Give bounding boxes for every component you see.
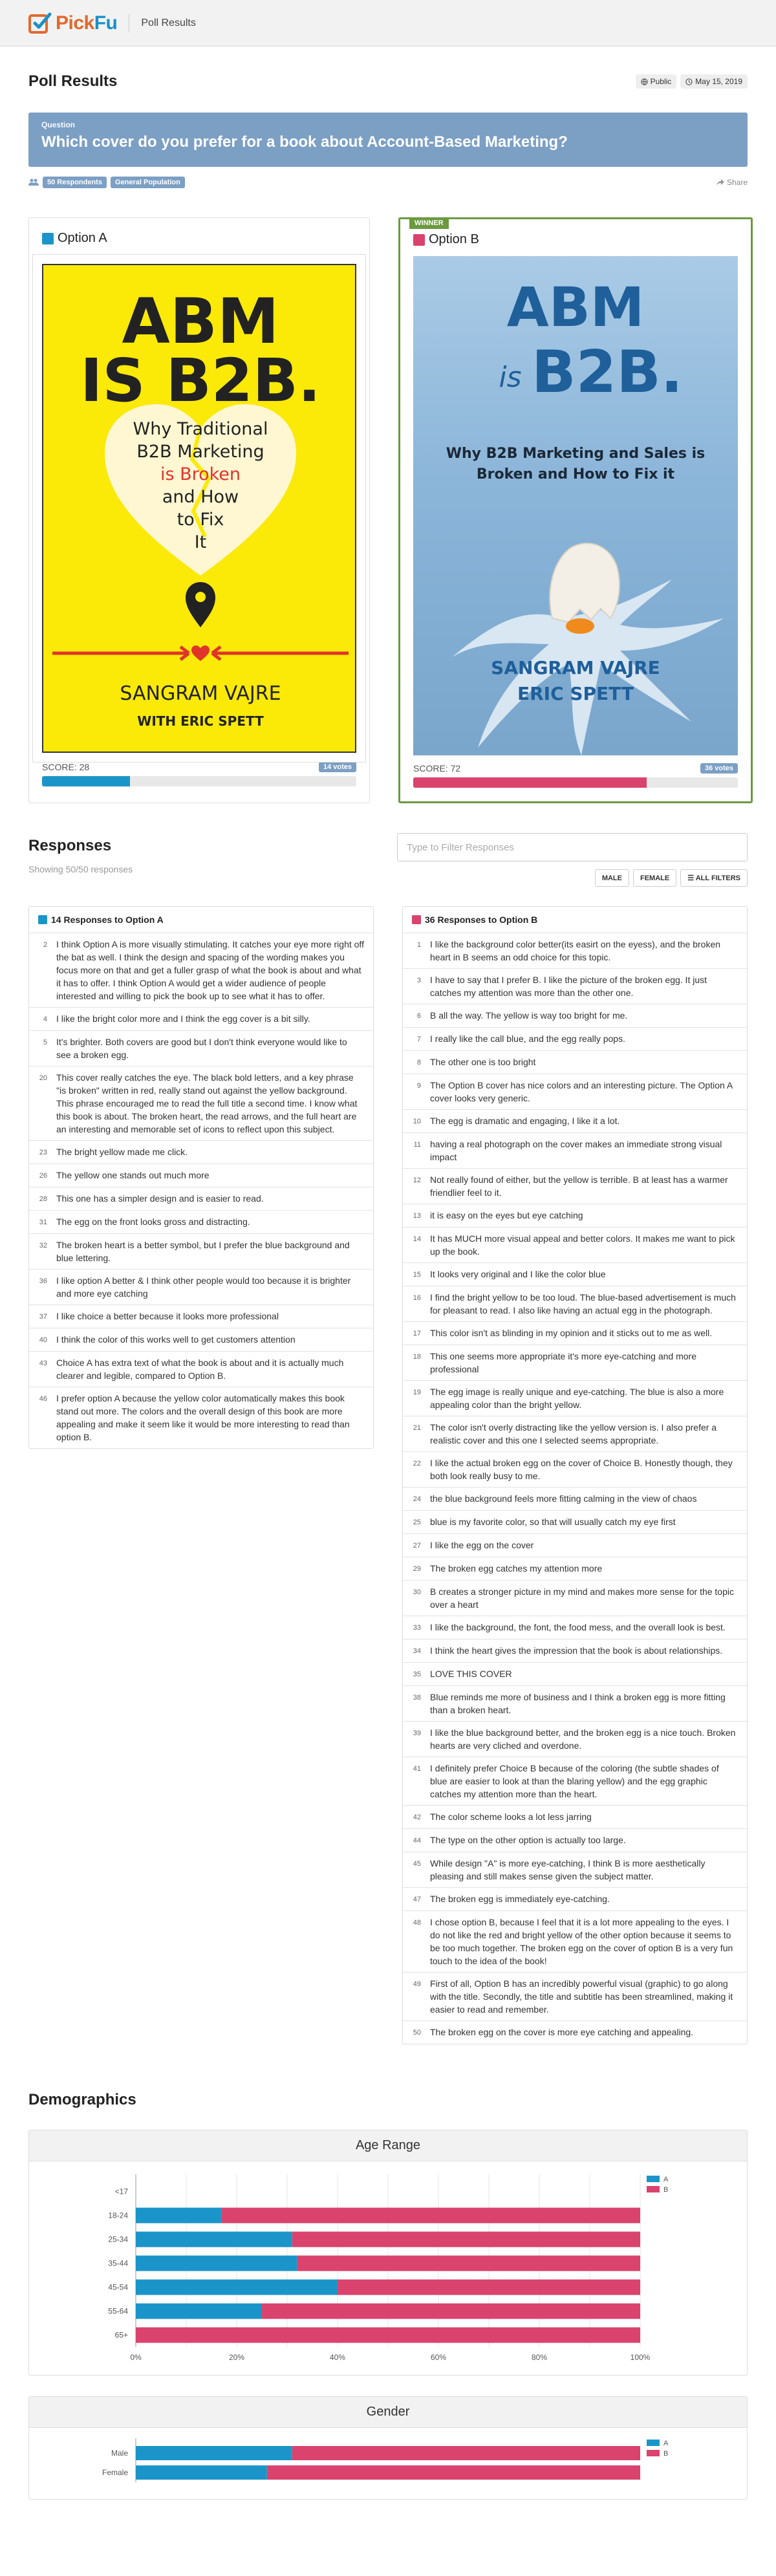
cover-b-title2: B2B. — [531, 338, 684, 406]
question-box — [28, 113, 748, 167]
response-text: B creates a stronger picture in my mind and makes more sense for the topic over a heart — [430, 1586, 734, 1610]
response-number: 16 — [413, 1294, 421, 1302]
response-text: This cover really catches the eye. The black bold letters, and a key phrase "is broken" written in red, really stand out against the yellow background. This phrase encouraged me to read the full title a second time. I know what this book is about. The broken heart, the read arrows, and the full heart are an interesting and memorable set of icons to reflect upon this subject. — [56, 1072, 358, 1134]
response-item — [403, 1662, 747, 1685]
response-text: The yellow one stands out much more — [56, 1170, 210, 1180]
location-pin-icon — [186, 582, 215, 627]
response-item — [403, 1510, 747, 1533]
response-item — [403, 1321, 747, 1345]
x-tick-label: 20% — [228, 2353, 245, 2362]
option-b-card[interactable] — [398, 217, 753, 803]
filter-responses-input[interactable] — [397, 833, 748, 861]
option-a-score-bar — [42, 776, 356, 786]
response-text: I definitely prefer Choice B because of the coloring (the subtle shades of blue are easier to look at than the blaring yellow) and the egg graphic catches my attention more than the heart. — [430, 1763, 719, 1799]
response-item — [403, 1074, 747, 1109]
share-icon — [717, 179, 724, 186]
response-text: The color isn't overly distracting like the yellow version is. I also prefer a realistic cover and this one I selected seems appropriate. — [430, 1422, 717, 1445]
response-text: B all the way. The yellow is way too bright for me. — [430, 1010, 628, 1021]
option-a-cover-wrap — [42, 255, 356, 754]
score-label: SCORE: — [413, 763, 448, 774]
gender-title: Gender — [29, 2397, 747, 2428]
page-title: Poll Results — [28, 72, 118, 90]
response-number: 44 — [413, 1837, 421, 1845]
response-item — [403, 1262, 747, 1286]
responses-a-header — [29, 907, 373, 933]
response-text: LOVE THIS COVER — [430, 1669, 512, 1679]
bar-b — [262, 2304, 640, 2319]
response-number: 32 — [39, 1242, 47, 1250]
cover-a-title1: ABM — [122, 285, 279, 358]
page-content — [0, 66, 776, 2500]
cover-a-sub1: Why Traditional — [133, 419, 268, 439]
response-text: I prefer option A because the yellow color automatically makes this book stand out more. The colors and the overall design of this book are more appealing and make it seem like it would be more interesting to read than option B. — [56, 1393, 350, 1442]
response-number: 29 — [413, 1565, 421, 1573]
response-text: Blue reminds me more of business and I think a broken egg is more fitting than a broken heart. — [430, 1692, 726, 1715]
question-text: Which cover do you prefer for a book about Account-Based Marketing? — [41, 133, 568, 151]
option-b-cover-art — [413, 256, 738, 755]
bar-a — [136, 2208, 222, 2224]
demographics-title: Demographics — [28, 2091, 136, 2108]
response-text: This one seems more appropriate it's more eye-catching and more professional — [430, 1351, 696, 1374]
cover-b-sub2: Broken and How to Fix it — [476, 466, 675, 482]
response-number: 35 — [413, 1671, 421, 1678]
score-label: SCORE: — [42, 762, 77, 772]
bar-b — [267, 2465, 640, 2480]
response-item — [403, 1852, 747, 1887]
respondents-tag[interactable]: 50 Respondents — [43, 177, 107, 188]
topbar-section-title: Poll Results — [141, 17, 196, 28]
cover-b-author1: SANGRAM VAJRE — [491, 657, 660, 678]
response-number: 19 — [413, 1389, 421, 1396]
response-text: the blue background feels more fitting calming in the view of chaos — [430, 1493, 697, 1504]
all-filters-button[interactable] — [680, 869, 748, 887]
legend-label-a: A — [663, 2176, 669, 2183]
globe-icon — [641, 78, 648, 85]
option-b-title — [413, 232, 738, 247]
responses-a-list — [29, 933, 373, 1448]
response-item — [29, 933, 373, 1007]
responses-option-b — [402, 906, 748, 2044]
response-number: 43 — [39, 1359, 47, 1367]
response-text: This color isn't as blinding in my opinion and it sticks out to me as well. — [430, 1328, 713, 1338]
response-number: 24 — [413, 1495, 421, 1503]
response-item — [403, 1109, 747, 1132]
response-number: 6 — [416, 1012, 421, 1020]
response-item — [403, 1616, 747, 1639]
response-number: 18 — [413, 1353, 421, 1361]
response-text: The broken egg is immediately eye-catching. — [430, 1894, 610, 1904]
response-number: 50 — [413, 2029, 421, 2037]
response-number: 14 — [413, 1235, 421, 1243]
egg-yolk — [566, 618, 594, 634]
response-number: 38 — [413, 1694, 421, 1702]
responses-b-title: 36 Responses to Option B — [425, 915, 538, 925]
response-number: 48 — [413, 1919, 421, 1927]
cover-b-author2: ERIC SPETT — [517, 683, 634, 704]
response-text: It has MUCH more visual appeal and better colors. It makes me want to pick up the book. — [430, 1233, 735, 1257]
arrows-line — [52, 645, 349, 661]
response-number: 17 — [413, 1330, 421, 1337]
response-text: The egg on the front looks gross and distracting. — [56, 1217, 250, 1227]
response-number: 31 — [39, 1218, 47, 1226]
response-number: 2 — [43, 941, 47, 949]
legend-label-a: A — [663, 2440, 669, 2447]
visibility-label: Public — [650, 77, 672, 86]
option-b-votes: 36 votes — [700, 763, 738, 774]
filter-icon: ☰ — [687, 874, 696, 882]
share-link[interactable] — [717, 178, 748, 187]
response-item — [403, 1721, 747, 1757]
response-item — [403, 1972, 747, 2020]
response-text: The color scheme looks a lot less jarring — [430, 1812, 592, 1822]
response-text: I like the egg on the cover — [430, 1540, 534, 1550]
response-text: it is easy on the eyes but eye catching — [430, 1210, 583, 1220]
response-text: Choice A has extra text of what the book is about and it is actually much clearer and legible, compared to Option B. — [56, 1358, 344, 1381]
response-text: The Option B cover has nice colors and an interesting picture. The Option A cover looks very generic. — [430, 1080, 733, 1103]
bar-b — [222, 2208, 640, 2224]
response-number: 15 — [413, 1271, 421, 1279]
response-item — [403, 1685, 747, 1721]
category-label: 35-44 — [108, 2258, 128, 2268]
gender-card — [28, 2396, 748, 2500]
response-number: 10 — [413, 1118, 421, 1125]
responses-a-title: 14 Responses to Option A — [51, 915, 164, 925]
option-b-score-bar — [413, 777, 738, 788]
population-tag[interactable]: General Population — [111, 177, 185, 188]
response-number: 28 — [39, 1195, 47, 1203]
response-item — [403, 2020, 747, 2044]
response-text: First of all, Option B has an incredibly powerful visual (graphic) to go along with the title. Secondly, the title and subtitle has been streamlined, making it easier to read and remember. — [430, 1978, 733, 2015]
response-item — [29, 1007, 373, 1030]
response-item — [403, 1887, 747, 1910]
response-number: 37 — [39, 1313, 47, 1321]
response-number: 13 — [413, 1212, 421, 1220]
date-badge — [680, 74, 748, 89]
response-number: 9 — [416, 1082, 421, 1090]
legend-swatch-b — [647, 2450, 660, 2456]
bar-b — [297, 2256, 640, 2271]
response-item — [403, 1027, 747, 1050]
response-number: 8 — [416, 1059, 421, 1066]
response-text: The egg image is really unique and eye-catching. The blue is also a more appealing color than the bright yellow. — [430, 1387, 724, 1410]
response-text: I think Option A is more visually stimulating. It catches your eye more right off the bat as well. I think the design and spacing of the wording makes you focus more on that and get a fuller grasp of what the book is about and what it has to offer. I think Option A would get a wider audience of people interested and willing to pick the book up to see what it has to offer. — [56, 939, 364, 1001]
bar-a — [136, 2280, 338, 2295]
response-text: The broken egg on the cover is more eye catching and appealing. — [430, 2027, 694, 2037]
x-tick-label: 100% — [630, 2353, 651, 2362]
response-item — [403, 1050, 747, 1074]
category-label: Female — [102, 2468, 128, 2477]
option-b-swatch — [413, 234, 425, 246]
response-number: 42 — [413, 1813, 421, 1821]
category-label: 65+ — [114, 2330, 128, 2340]
response-item — [29, 1233, 373, 1269]
response-item — [403, 933, 747, 968]
response-number: 33 — [413, 1624, 421, 1632]
response-text: The bright yellow made me click. — [56, 1147, 188, 1157]
response-number: 12 — [413, 1176, 421, 1184]
share-label: Share — [726, 178, 748, 187]
response-number: 45 — [413, 1860, 421, 1868]
response-number: 21 — [413, 1424, 421, 1432]
age-range-title: Age Range — [29, 2130, 747, 2161]
bar-b — [292, 2446, 640, 2460]
cover-b-is: is — [499, 361, 522, 394]
response-text: I like the bright color more and I think the egg cover is a bit silly. — [56, 1013, 310, 1024]
cover-a-title2: IS B2B. — [80, 346, 321, 415]
category-label: 18-24 — [108, 2211, 128, 2220]
response-number: 41 — [413, 1765, 421, 1773]
option-a-score-fill — [42, 776, 130, 786]
category-label: 25-34 — [108, 2235, 128, 2244]
category-label: 45-54 — [108, 2282, 128, 2292]
option-a-card[interactable] — [28, 217, 370, 803]
option-a-swatch — [42, 233, 54, 244]
response-item — [403, 1345, 747, 1380]
response-text: I like the blue background better, and the broken egg is a nice touch. Broken hearts are very cliched and overdone. — [430, 1727, 736, 1751]
responses-option-a — [28, 906, 374, 1449]
bar-b — [338, 2280, 640, 2295]
response-text: I think the color of this works well to get customers attention — [56, 1334, 296, 1345]
category-label: <17 — [114, 2187, 128, 2196]
response-item — [403, 1639, 747, 1662]
age-range-chart — [29, 2161, 747, 2375]
option-b-cover[interactable] — [413, 256, 738, 755]
response-number: 20 — [39, 1074, 47, 1082]
cover-a-author: SANGRAM VAJRE — [120, 682, 281, 705]
response-number: 34 — [413, 1647, 421, 1655]
response-item — [29, 1140, 373, 1164]
response-item — [403, 1580, 747, 1616]
option-b-score — [413, 763, 460, 774]
option-b-score-fill — [413, 777, 647, 788]
response-number: 47 — [413, 1896, 421, 1903]
option-b-cover-wrap — [413, 256, 738, 755]
date-label: May 15, 2019 — [695, 77, 742, 86]
response-item — [403, 1805, 747, 1828]
legend-label-b: B — [663, 2450, 669, 2458]
response-text: I really like the call blue, and the egg really pops. — [430, 1034, 625, 1044]
bar-a — [136, 2232, 292, 2247]
response-number: 36 — [39, 1277, 47, 1285]
responses-header — [28, 833, 748, 887]
option-a-votes: 14 votes — [319, 762, 356, 772]
question-label: Question — [41, 120, 76, 129]
bar-a — [136, 2446, 292, 2460]
option-a-score-row — [42, 762, 356, 772]
response-text: I find the bright yellow to be too loud. The blue-based advertisement is much for pleasant to read. I also like having an actual egg in the photograph. — [430, 1292, 736, 1315]
meta-badges — [636, 74, 748, 89]
response-item — [403, 1557, 747, 1580]
response-text: I like the background color better(its easirt on the eyess), and the broken heart in B seems an odd choice for this topic. — [430, 939, 721, 962]
response-text: The other one is too bright — [430, 1057, 536, 1067]
responses-count: Showing 50/50 responses — [28, 864, 133, 874]
response-item — [29, 1030, 373, 1066]
options-row — [28, 217, 748, 803]
response-number: 1 — [416, 941, 421, 949]
option-a-cover[interactable] — [42, 264, 356, 753]
response-item — [403, 1487, 747, 1510]
responses-b-list — [403, 933, 747, 2044]
option-b-score-row — [413, 763, 738, 774]
response-item — [403, 1204, 747, 1227]
response-text: I like the background, the font, the food mess, and the overall look is best. — [430, 1622, 726, 1632]
response-item — [403, 1757, 747, 1805]
response-item — [29, 1351, 373, 1387]
clock-icon — [685, 78, 693, 85]
tag-row — [28, 175, 748, 190]
response-item — [29, 1387, 373, 1448]
response-number: 26 — [39, 1172, 47, 1180]
response-text: It's brighter. Both covers are good but I don't think everyone would like to see a broken egg. — [56, 1037, 347, 1060]
response-item — [403, 1004, 747, 1027]
visibility-badge — [636, 74, 677, 89]
cover-a-sub4: and How — [162, 487, 239, 507]
option-b-label: Option B — [429, 232, 479, 246]
response-item — [29, 1066, 373, 1140]
legend-swatch-b — [647, 2186, 660, 2192]
responses-b-header — [403, 907, 747, 933]
cover-b-sub1: Why B2B Marketing and Sales is — [446, 446, 706, 462]
top-bar — [0, 0, 776, 47]
response-item — [29, 1164, 373, 1187]
cover-a-coauthor: WITH ERIC SPETT — [137, 713, 264, 729]
brand-pick: Pick — [56, 12, 94, 34]
response-item — [403, 1416, 747, 1451]
response-text: The type on the other option is actually too large. — [430, 1835, 626, 1845]
option-a-score — [42, 762, 89, 772]
audience-tags — [28, 177, 185, 188]
bar-a — [136, 2465, 267, 2480]
response-item — [29, 1269, 373, 1304]
response-text: I think the heart gives the impression that the book is about relationships. — [430, 1645, 723, 1656]
response-text: I chose option B, because I feel that it is a lot more appealing to the eyes. I do not like the red and bright yellow of the other option because it seems to be too much together. The broken egg on the cover of option B is a very fun touch to the idea of the book! — [430, 1917, 733, 1966]
score-value: 72 — [450, 763, 461, 774]
response-item — [403, 1533, 747, 1557]
response-item — [403, 1286, 747, 1321]
cover-a-sub2: B2B Marketing — [136, 442, 264, 462]
response-text: The broken egg catches my attention more — [430, 1563, 603, 1574]
response-number: 5 — [43, 1039, 47, 1046]
brand-fu: Fu — [94, 12, 118, 34]
legend-label-b: B — [663, 2186, 669, 2194]
bar-a — [136, 2256, 297, 2271]
x-tick-label: 80% — [531, 2353, 548, 2362]
response-text: This one has a simpler design and is easier to read. — [56, 1193, 264, 1204]
bar-a — [136, 2304, 262, 2319]
cover-b-title1: ABM — [506, 276, 645, 339]
response-item — [403, 1132, 747, 1168]
responses-title: Responses — [28, 837, 112, 854]
response-text: I like choice a better because it looks more professional — [56, 1311, 279, 1321]
response-item — [29, 1187, 373, 1210]
response-number: 23 — [39, 1149, 47, 1156]
response-text: It looks very original and I like the color blue — [430, 1269, 606, 1279]
response-number: 22 — [413, 1460, 421, 1467]
response-item — [29, 1328, 373, 1351]
female-filter-button[interactable]: FEMALE — [633, 869, 676, 887]
response-number: 46 — [39, 1395, 47, 1403]
egg-shell — [550, 543, 620, 622]
response-text: The broken heart is a better symbol, but I prefer the blue background and blue lettering. — [56, 1240, 350, 1263]
users-icon — [28, 179, 39, 186]
x-tick-label: 40% — [329, 2353, 346, 2362]
response-number: 3 — [416, 977, 421, 984]
option-a-label: Option A — [58, 231, 107, 245]
cover-a-sub5: to Fix — [177, 510, 224, 530]
response-number: 30 — [413, 1588, 421, 1596]
response-item — [403, 1910, 747, 1972]
poll-header — [28, 66, 748, 97]
bar-b — [136, 2328, 640, 2343]
response-item — [403, 1380, 747, 1416]
response-number: 7 — [416, 1035, 421, 1043]
legend-swatch-a — [647, 2440, 660, 2446]
cover-a-sub6: It — [194, 532, 207, 552]
response-text: having a real photograph on the cover makes an immediate strong visual impact — [430, 1139, 722, 1162]
option-a-title — [42, 231, 356, 246]
response-text: I like option A better & I think other people would too because it is brighter and more eye catching — [56, 1275, 351, 1299]
response-text: I have to say that I prefer B. I like the picture of the broken egg. It just catches my attention was more than the other one. — [430, 975, 707, 998]
filter-buttons — [397, 869, 748, 887]
age-range-card — [28, 2130, 748, 2376]
response-text: Not really found of either, but the yellow is terrible. B at least has a warmer friendlier feel to it. — [430, 1174, 728, 1198]
response-number: 39 — [413, 1729, 421, 1737]
response-text: I like the actual broken egg on the cover of Choice B. Honestly though, they both look really busy to me. — [430, 1458, 733, 1481]
response-item — [403, 968, 747, 1004]
response-number: 40 — [39, 1336, 47, 1344]
response-text: The egg is dramatic and engaging, I like it a lot. — [430, 1116, 620, 1126]
legend-swatch-a — [647, 2176, 660, 2182]
responses-b-swatch — [412, 915, 421, 924]
score-value: 28 — [79, 762, 90, 772]
response-number: 27 — [413, 1542, 421, 1550]
x-tick-label: 60% — [430, 2353, 447, 2362]
response-text: While design "A" is more eye-catching, I think B is more aesthetically pleasing and still makes sense given the subject matter. — [430, 1858, 706, 1881]
responses-columns — [28, 906, 748, 2044]
response-item — [403, 1828, 747, 1852]
response-text: blue is my favorite color, so that will usually catch my eye first — [430, 1517, 676, 1527]
response-item — [403, 1227, 747, 1262]
response-number: 49 — [413, 1980, 421, 1988]
bar-b — [292, 2232, 640, 2247]
gender-chart — [29, 2428, 747, 2499]
response-item — [29, 1304, 373, 1328]
pickfu-logo-icon — [28, 12, 52, 35]
category-label: 55-64 — [108, 2306, 128, 2316]
response-number: 25 — [413, 1519, 421, 1526]
pickfu-logo[interactable] — [28, 12, 117, 35]
response-item — [403, 1451, 747, 1487]
category-label: Male — [111, 2449, 128, 2458]
response-number: 11 — [413, 1141, 421, 1149]
all-filters-label: ALL FILTERS — [695, 874, 740, 882]
male-filter-button[interactable]: MALE — [595, 869, 629, 887]
response-item — [29, 1210, 373, 1233]
response-number: 4 — [43, 1015, 47, 1023]
responses-a-swatch — [38, 915, 47, 924]
option-a-cover-art — [43, 265, 356, 753]
winner-badge: WINNER — [409, 217, 449, 229]
cover-a-sub3: is Broken — [160, 464, 241, 484]
x-tick-label: 0% — [130, 2353, 142, 2362]
response-item — [403, 1168, 747, 1204]
